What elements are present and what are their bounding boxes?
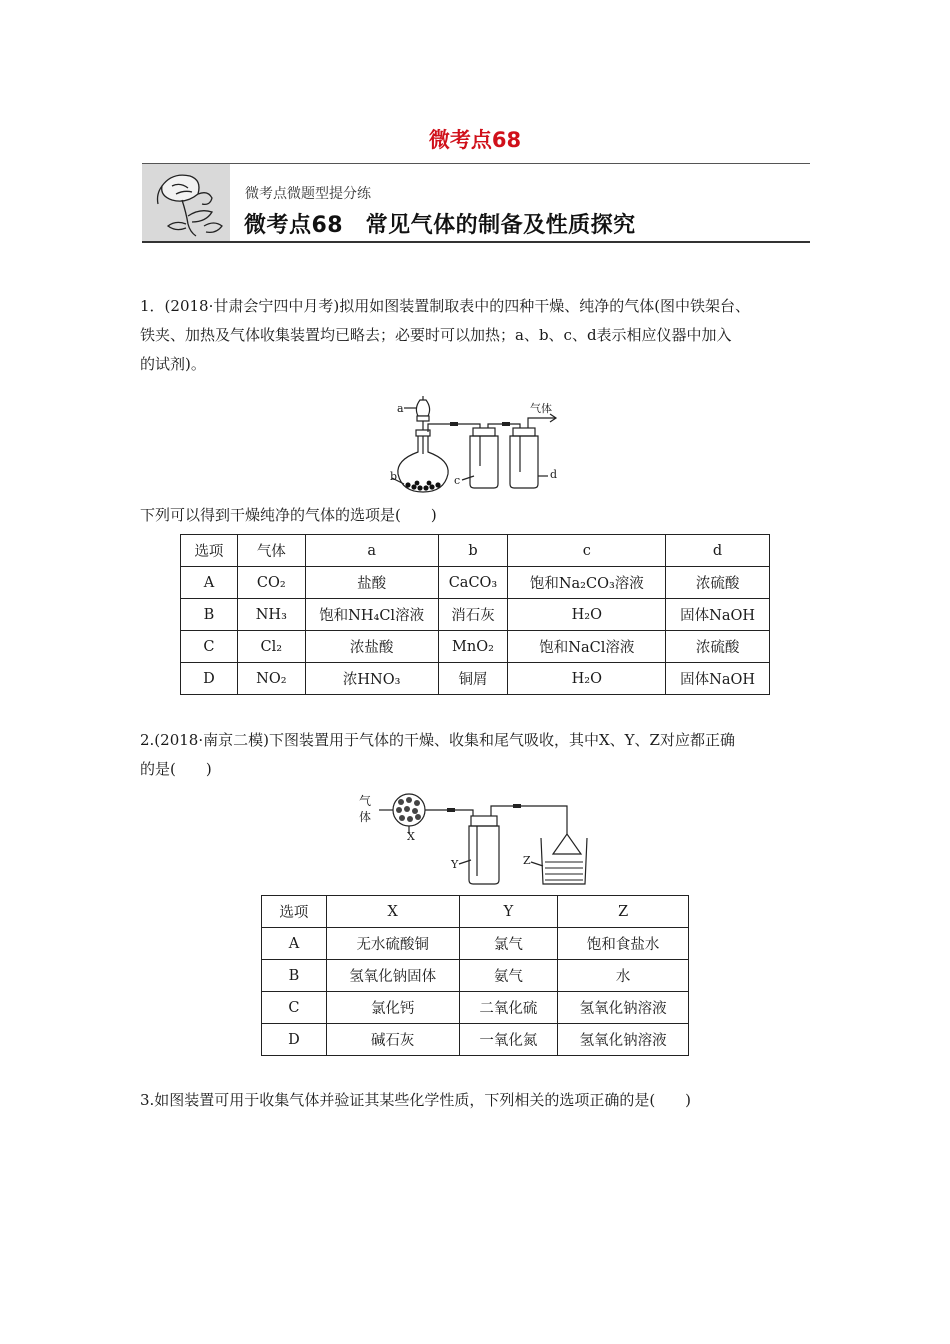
table-cell: 盐酸 bbox=[305, 567, 438, 599]
table-cell: MnO₂ bbox=[438, 631, 508, 663]
table-cell: 固体NaOH bbox=[666, 663, 770, 695]
table-header-cell: d bbox=[666, 535, 770, 567]
table-cell: D bbox=[181, 663, 238, 695]
question-2-table bbox=[261, 895, 689, 1056]
table-cell: C bbox=[262, 992, 327, 1024]
label-gas-top: 气 bbox=[359, 794, 372, 808]
table-cell: Cl₂ bbox=[237, 631, 305, 663]
label-gas-bottom: 体 bbox=[359, 810, 372, 824]
label-b: b bbox=[390, 470, 398, 483]
label-c: c bbox=[454, 474, 461, 487]
table-cell: A bbox=[262, 928, 327, 960]
table-cell: B bbox=[181, 599, 238, 631]
table-cell: 浓盐酸 bbox=[305, 631, 438, 663]
morning-glory-flower-icon bbox=[142, 164, 230, 241]
table-cell: 二氧化硫 bbox=[459, 992, 558, 1024]
table-cell: 氢氧化钠溶液 bbox=[558, 1024, 689, 1056]
table-cell: 饱和NH₄Cl溶液 bbox=[305, 599, 438, 631]
table-cell: 碱石灰 bbox=[326, 1024, 459, 1056]
table-cell: 饱和食盐水 bbox=[558, 928, 689, 960]
banner-bottom-rule bbox=[142, 241, 810, 243]
table-row bbox=[262, 1024, 689, 1056]
table-cell: B bbox=[262, 960, 327, 992]
table-header-cell: b bbox=[438, 535, 508, 567]
table-cell: 氯化钙 bbox=[326, 992, 459, 1024]
table-row bbox=[181, 599, 770, 631]
figure-1-apparatus bbox=[370, 394, 570, 498]
table-cell: 氢氧化钠固体 bbox=[326, 960, 459, 992]
table-header-cell: 气体 bbox=[237, 535, 305, 567]
table-cell: 无水硫酸铜 bbox=[326, 928, 459, 960]
label-z: Z bbox=[523, 854, 531, 867]
table-cell: H₂O bbox=[508, 663, 666, 695]
table-header-cell: X bbox=[326, 896, 459, 928]
table-cell: 固体NaOH bbox=[666, 599, 770, 631]
table-cell: CaCO₃ bbox=[438, 567, 508, 599]
table-row bbox=[181, 663, 770, 695]
label-x: X bbox=[407, 830, 415, 843]
table-cell: 水 bbox=[558, 960, 689, 992]
table-cell: NO₂ bbox=[237, 663, 305, 695]
table-cell: 消石灰 bbox=[438, 599, 508, 631]
table-header-cell: Z bbox=[558, 896, 689, 928]
table-cell: H₂O bbox=[508, 599, 666, 631]
label-gas-out: 气体 bbox=[530, 402, 552, 415]
page-title: 微考点68 bbox=[428, 128, 522, 152]
table-header-cell: Y bbox=[459, 896, 558, 928]
section-banner bbox=[142, 163, 810, 243]
question-1-line: 的试剂)。 bbox=[140, 355, 206, 373]
question-3-text: 3.如图装置可用于收集气体并验证其某些化学性质，下列相关的选项正确的是( ) bbox=[140, 1091, 692, 1109]
table-cell: NH₃ bbox=[237, 599, 305, 631]
table-cell: 饱和Na₂CO₃溶液 bbox=[508, 567, 666, 599]
figure-2-apparatus bbox=[355, 788, 600, 888]
table-row bbox=[262, 928, 689, 960]
table-cell: A bbox=[181, 567, 238, 599]
table-header-row bbox=[262, 896, 689, 928]
table-cell: D bbox=[262, 1024, 327, 1056]
table-cell: 浓HNO₃ bbox=[305, 663, 438, 695]
table-cell: 氨气 bbox=[459, 960, 558, 992]
label-a: a bbox=[397, 402, 404, 415]
table-cell: 铜屑 bbox=[438, 663, 508, 695]
table-cell: 浓硫酸 bbox=[666, 567, 770, 599]
table-header-cell: 选项 bbox=[181, 535, 238, 567]
banner-title: 微考点68 常见气体的制备及性质探究 bbox=[244, 213, 636, 238]
table-row bbox=[262, 992, 689, 1024]
table-cell: CO₂ bbox=[237, 567, 305, 599]
table-header-row bbox=[181, 535, 770, 567]
table-cell: 饱和NaCl溶液 bbox=[508, 631, 666, 663]
question-1-table bbox=[180, 534, 770, 695]
label-y: Y bbox=[451, 858, 459, 871]
banner-subtitle: 微考点微题型提分练 bbox=[245, 186, 371, 202]
question-2-line: 的是( ) bbox=[140, 760, 212, 778]
label-d: d bbox=[550, 468, 558, 481]
table-header-cell: 选项 bbox=[262, 896, 327, 928]
table-row bbox=[181, 631, 770, 663]
question-1-line: 1．(2018·甘肃会宁四中月考)拟用如图装置制取表中的四种干燥、纯净的气体(图中铁架台、 bbox=[140, 297, 751, 315]
table-cell: 氢氧化钠溶液 bbox=[558, 992, 689, 1024]
table-cell: 氯气 bbox=[459, 928, 558, 960]
question-2-text bbox=[140, 726, 820, 784]
banner-top-rule bbox=[142, 163, 810, 164]
question-1-text bbox=[140, 292, 820, 379]
table-cell: 浓硫酸 bbox=[666, 631, 770, 663]
table-cell: C bbox=[181, 631, 238, 663]
question-1-prompt: 下列可以得到干燥纯净的气体的选项是( ) bbox=[140, 506, 437, 524]
table-cell: 一氧化氮 bbox=[459, 1024, 558, 1056]
question-1-line: 铁夹、加热及气体收集装置均已略去；必要时可以加热；a、b、c、d表示相应仪器中加入 bbox=[140, 326, 732, 344]
table-header-cell: c bbox=[508, 535, 666, 567]
table-row bbox=[181, 567, 770, 599]
table-row bbox=[262, 960, 689, 992]
table-header-cell: a bbox=[305, 535, 438, 567]
drying-apparatus-diagram bbox=[355, 788, 600, 888]
question-2-line: 2.(2018·南京二模)下图装置用于气体的干燥、收集和尾气吸收，其中X、Y、Z对应都正确 bbox=[140, 731, 735, 749]
